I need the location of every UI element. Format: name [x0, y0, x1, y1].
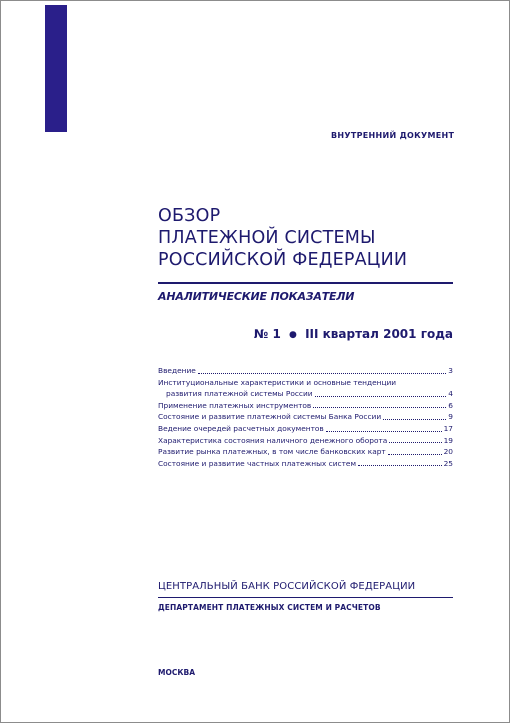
footer-divider — [158, 597, 453, 598]
toc-leader — [315, 396, 447, 397]
bullet-icon: ● — [289, 330, 297, 340]
issue-number: № 1 — [253, 327, 281, 341]
toc-item-title-continued: развития платежной системы России — [166, 389, 313, 399]
toc-item-title: Применение платежных инструментов — [158, 400, 312, 410]
toc-item-title: Введение — [158, 366, 196, 375]
toc-item-title: Развитие рынка платежных, в том числе банковских карт — [158, 447, 386, 457]
toc-item[interactable] — [158, 377, 453, 400]
toc-item[interactable] — [158, 435, 453, 447]
toc-leader — [313, 407, 446, 408]
toc-item-title: Институциональные характеристики и основные тенденции — [158, 377, 397, 387]
toc-item-page: 17 — [443, 423, 453, 433]
central-bank-name: ЦЕНТРАЛЬНЫЙ БАНК РОССИЙСКОЙ ФЕДЕРАЦИИ — [158, 581, 416, 592]
city-name: МОСКВА — [158, 668, 195, 677]
toc-item-title: Состояние и развитие платежной системы Банка России — [158, 412, 382, 422]
toc-item-page: 3 — [448, 366, 453, 375]
table-of-contents — [158, 365, 453, 469]
internal-document-label: ВНУТРЕННИЙ ДОКУМЕНТ — [331, 131, 455, 140]
toc-item-title: Характеристика состояния наличного денежного оборота — [158, 435, 388, 445]
toc-leader — [326, 431, 442, 432]
issue-info — [158, 327, 453, 341]
title-line-1: ОБЗОР — [158, 206, 221, 226]
toc-item[interactable] — [158, 365, 453, 377]
title-divider — [158, 282, 453, 284]
toc-item-page: 6 — [448, 400, 453, 410]
toc-item-page: 19 — [443, 435, 453, 445]
decorative-side-bar — [45, 5, 67, 132]
toc-item-title: Состояние и развитие частных платежных систем — [158, 458, 357, 468]
toc-item-title: Ведение очередей расчетных документов — [158, 423, 324, 433]
toc-leader — [383, 419, 446, 420]
document-subtitle: АНАЛИТИЧЕСКИЕ ПОКАЗАТЕЛИ — [158, 290, 355, 303]
toc-leader — [389, 442, 441, 443]
department-name: ДЕПАРТАМЕНТ ПЛАТЕЖНЫХ СИСТЕМ И РАСЧЕТОВ — [158, 603, 381, 612]
document-title — [158, 205, 407, 271]
toc-item[interactable] — [158, 446, 453, 458]
toc-leader — [198, 373, 446, 374]
toc-item-page: 25 — [443, 458, 453, 468]
toc-item[interactable] — [158, 458, 453, 470]
title-line-3: РОССИЙСКОЙ ФЕДЕРАЦИИ — [158, 250, 408, 270]
toc-leader — [358, 465, 442, 466]
toc-item[interactable] — [158, 400, 453, 412]
toc-item-page: 9 — [448, 412, 453, 422]
toc-leader — [388, 454, 442, 455]
toc-item[interactable] — [158, 423, 453, 435]
issue-period: III квартал 2001 года — [305, 327, 453, 341]
toc-item-page: 4 — [448, 389, 453, 399]
title-line-2: ПЛАТЕЖНОЙ СИСТЕМЫ — [158, 228, 376, 248]
toc-item-page: 20 — [443, 447, 453, 457]
toc-item[interactable] — [158, 411, 453, 423]
